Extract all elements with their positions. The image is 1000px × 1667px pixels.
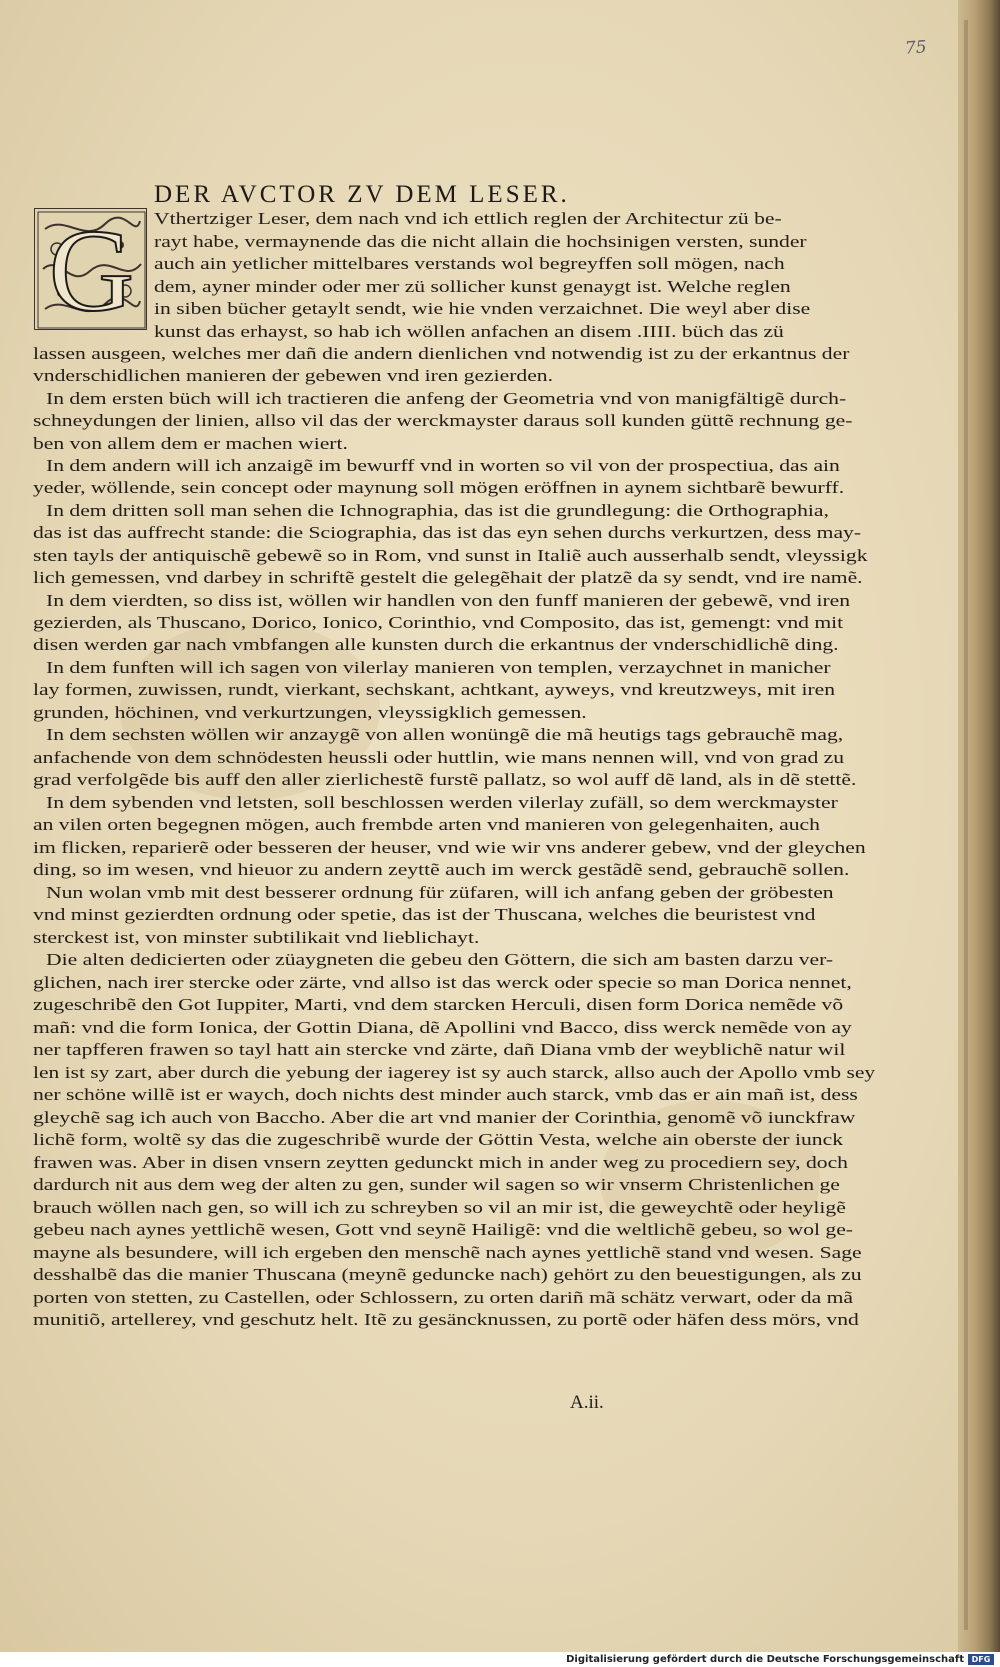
text-line: dardurch nit aus dem weg der alten zu gen, sunder wil sagen so wir vnserm Christenlichen ge: [33, 1175, 840, 1194]
text-line: In dem dritten soll man sehen die Ichnographia, das ist die grundlegung: die Orthographia,: [46, 501, 829, 520]
text-line: In dem funften will ich sagen von vilerlay manieren von templen, verzaychnet in manicher: [46, 658, 831, 677]
text-line: lichẽ form, woltẽ sy das die zugeschribẽ wurde der Göttin Vesta, welche ain oberste der iunck: [33, 1130, 843, 1149]
text-line: zugeschribẽ den Got Iuppiter, Marti, vnd dem starcken Herculi, disen form Dorica nemẽde võ: [33, 995, 844, 1014]
text-line: dem, ayner minder oder mer zü sollicher kunst genaygt ist. Welche reglen: [154, 277, 791, 296]
signature-mark: A.ii.: [570, 1392, 604, 1413]
text-line: lassen ausgeen, welches mer dañ die andern dienlichen vnd notwendig ist zu der erkantnus der: [33, 344, 850, 363]
text-line: grad verfolgẽde bis auff den aller zierlichestẽ furstẽ pallatz, so wol auff dẽ land, als in dẽ stettẽ.: [33, 770, 857, 789]
text-line: Nun wolan vmb mit dest besserer ordnung für züfaren, will ich anfang geben der gröbesten: [46, 883, 834, 902]
text-line: grunden, höchinen, vnd verkurtzungen, vleyssigklich gemessen.: [33, 703, 587, 722]
text-line: lay formen, zuwissen, rundt, vierkant, sechskant, achtkant, ayweys, vnd kreutzweys, mit iren: [33, 680, 836, 699]
text-line: ner schöne willẽ ist er waych, doch nichts dest minder auch starck, vmb das er ain mañ ist, dess: [33, 1085, 858, 1104]
text-line: das ist das auffrecht stande: die Sciographia, das ist das eyn sehen durchs verkurtzen, dess may-: [33, 523, 862, 542]
text-line: brauch wöllen nach gen, so will ich zu schreyben so vil an mir ist, die geweychtẽ oder heyligẽ: [33, 1198, 846, 1217]
text-line: sten tayls der antiquischẽ gebewẽ so in Rom, vnd sunst in Italiẽ auch ausserhalb sendt, vleyssigk: [33, 546, 868, 565]
text-line: ding, so im wesen, vnd hieuor zu andern zeyttẽ auch im werck gestãdẽ send, gebrauchẽ sollen.: [33, 860, 850, 879]
text-line: In dem vierdten, so diss ist, wöllen wir handlen von den funff manieren der gebewẽ, vnd iren: [46, 591, 851, 610]
page-heading: DER AVCTOR ZV DEM LESER.: [154, 181, 570, 208]
text-line: Vthertziger Leser, dem nach vnd ich ettlich reglen der Architectur zü be-: [154, 209, 782, 228]
digitization-footer: [0, 1652, 1000, 1667]
text-line: lich gemessen, vnd darbey in schriftẽ gestelt die gelegẽhait der platzẽ da sy sendt, vnd ire namẽ.: [33, 568, 863, 587]
text-line: im flicken, reparierẽ oder besseren der heuser, vnd wie wir vns anderer gebew, vnd der gleychen: [33, 838, 866, 857]
text-line: gezierden, als Thuscano, Dorico, Ionico, Corinthio, vnd Composito, das ist, gemengt: vnd mit: [33, 613, 844, 632]
folio-number: 75: [904, 37, 928, 59]
page-fold: [964, 20, 968, 1630]
text-line: rayt habe, vermaynende das die nicht allain die hochsinigen versten, sunder: [154, 232, 807, 251]
text-line: schneydungen der linien, allso vil das der werckmayster daraus soll kunden güttẽ rechnung ge-: [33, 411, 853, 430]
text-line: In dem ersten büch will ich tractieren die anfeng der Geometria vnd von manigfältigẽ durch-: [46, 389, 847, 408]
text-line: in siben bücher getaylt sendt, wie hie vnden verzaichnet. Die weyl aber dise: [154, 299, 811, 318]
dfg-logo: DFG: [968, 1654, 994, 1665]
decorated-initial: [34, 208, 147, 330]
text-line: yeder, wöllende, sein concept oder maynung soll mögen eröffnen in aynem sichtbarẽ bewurff.: [33, 478, 845, 497]
text-line: desshalbẽ das die manier Thuscana (meynẽ geduncke nach) gehört zu den beuestigungen, als zu: [33, 1265, 862, 1284]
text-line: glichen, nach irer stercke oder zärte, vnd allso ist das werck oder specie so man Dorica nennet,: [33, 973, 852, 992]
text-line: porten von stetten, zu Castellen, oder Schlossern, zu orten dariñ mã schätz verwart, oder da mã: [33, 1288, 853, 1307]
initial-letter: G: [48, 208, 135, 330]
text-line: ben von allem dem er machen wiert.: [33, 434, 348, 453]
text-line: vnd minst gezierdten ordnung oder spetie, das ist der Thuscana, welches die beuristest vnd: [33, 905, 816, 924]
text-line: frawen was. Aber in disen vnsern zeytten gedunckt mich in ander weg zu procediern sey, doch: [33, 1153, 848, 1172]
text-line: vnderschidlichen manieren der gebewen vnd iren gezierden.: [33, 366, 554, 385]
text-line: gleychẽ sag ich auch von Baccho. Aber die art vnd manier der Corinthia, genomẽ võ iunckfraw: [33, 1108, 856, 1127]
text-line: Die alten dedicierten oder züaygneten die gebeu den Göttern, die sich am basten darzu ver-: [46, 950, 834, 969]
text-line: len ist sy zart, aber durch die yebung der iagerey ist sy auch starck, allso auch der Apollo vmb sey: [33, 1063, 876, 1082]
text-line: munitiõ, artellerey, vnd geschutz helt. Itẽ zu gesäncknussen, zu portẽ oder häfen dess mörs, vnd: [33, 1310, 859, 1329]
text-line: mayne als besundere, will ich ergeben den menschẽ nach aynes yettlichẽ stand vnd wesen. Sage: [33, 1243, 862, 1262]
text-line: In dem sechsten wöllen wir anzaygẽ von allen wonüngẽ die mã heutigs tags gebrauchẽ mag,: [46, 725, 844, 744]
text-line: disen werden gar nach vmbfangen alle kunsten durch die erkantnus der vnderschidlichẽ ding.: [33, 635, 839, 654]
text-line: an vilen orten begegnen mögen, auch frembde arten vnd manieren von gelegenhaiten, auch: [33, 815, 820, 834]
page-edge: [958, 0, 1000, 1652]
text-line: kunst das erhayst, so hab ich wöllen anfachen an disem .IIII. büch das zü: [154, 322, 784, 341]
text-line: gebeu nach aynes yettlichẽ wesen, Gott vnd seynẽ Hailigẽ: vnd die weltlichẽ gebeu, so wol ge-: [33, 1220, 854, 1239]
text-line: ner tapfferen frawen so tayl hatt ain stercke vnd zärte, dañ Diana vmb der weyblichẽ natur wil: [33, 1040, 846, 1059]
text-line: auch ain yetlicher mittelbares verstands wol begreyffen soll mögen, nach: [154, 254, 785, 273]
text-line: mañ: vnd die form Ionica, der Gottin Diana, dẽ Apollini vnd Bacco, diss werck nemẽde von ay: [33, 1018, 852, 1037]
text-line: anfachende von dem schnödesten heussli oder huttlin, wie mans nennen will, vnd von grad zu: [33, 748, 845, 767]
text-line: In dem sybenden vnd letsten, soll beschlossen werden vilerlay zufäll, so dem werckmayster: [46, 793, 838, 812]
text-line: sterckest ist, von minster subtilikait vnd lieblichayt.: [33, 928, 480, 947]
text-line: In dem andern will ich anzaigẽ im bewurff vnd in worten so vil von der prospectiua, das ain: [46, 456, 840, 475]
footer-credit: Digitalisierung gefördert durch die Deutsche Forschungsgemeinschaft: [566, 1654, 964, 1665]
